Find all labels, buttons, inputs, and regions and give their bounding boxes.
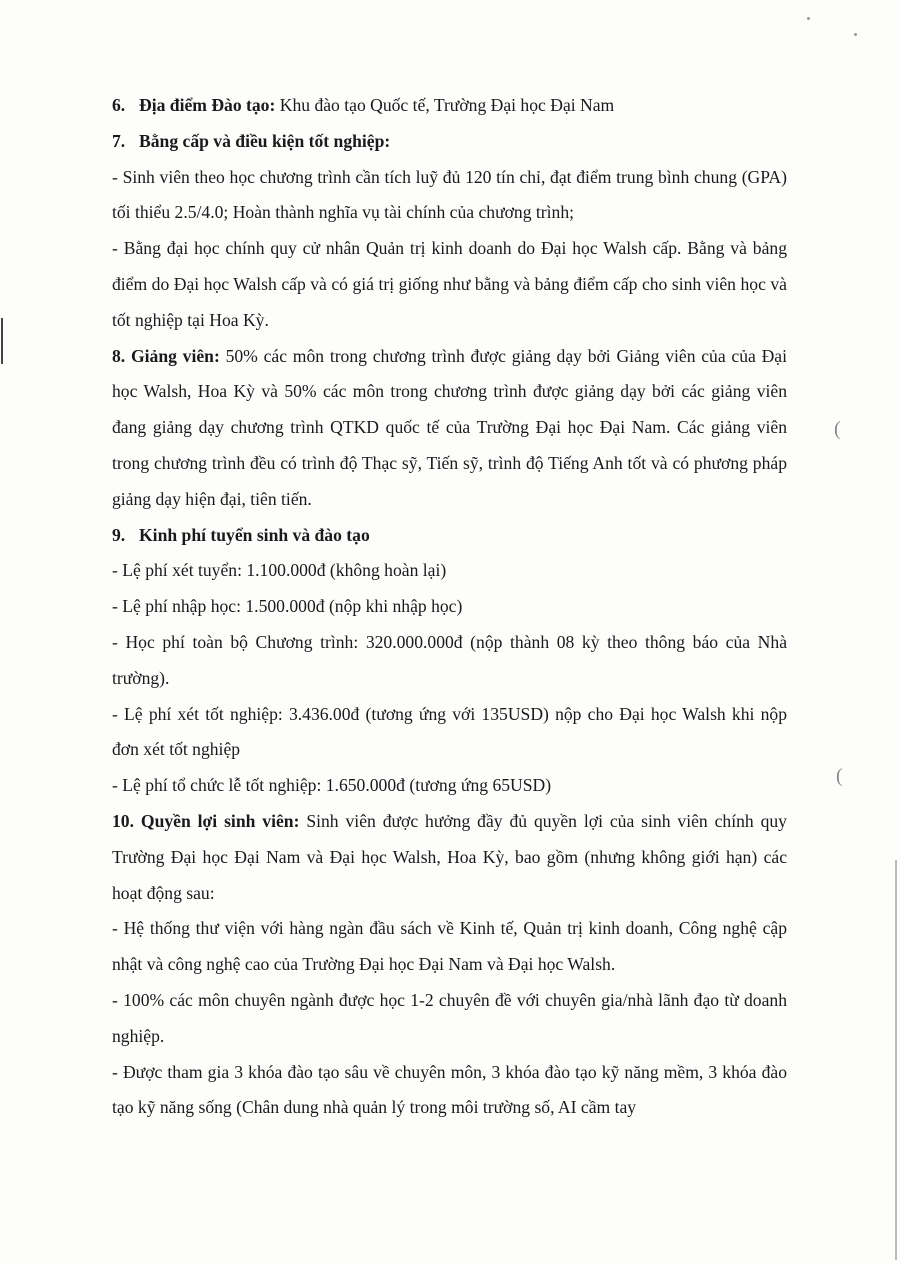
section-text: 50% các môn trong chương trình được giảng dạy bởi Giảng viên của của Đại học Walsh, Hoa Kỳ và 50% các môn trong chương trình được giảng dạy bởi các giảng viên đang giảng dạy chương trình QTKD quốc tế của Trường Đại học Đại Nam. Các giảng viên trong chương trình đều có trình độ Thạc sỹ, Tiến sỹ, trình độ Tiếng Anh tốt và có phương pháp giảng dạy hiện đại, tiên tiến. — [112, 345, 787, 509]
list-item: - Học phí toàn bộ Chương trình: 320.000.000đ (nộp thành 08 kỳ theo thông báo của Nhà trường). — [112, 631, 787, 688]
section-8 — [112, 339, 787, 518]
section-number: 8. — [112, 345, 126, 366]
section-number: 6. — [112, 95, 126, 115]
section-title: Bằng cấp và điều kiện tốt nghiệp: — [139, 130, 391, 151]
section-text: Sinh viên được hưởng đầy đủ quyền lợi của sinh viên chính quy Trường Đại học Đại Nam và Đại học Walsh, Hoa Kỳ, bao gồm (nhưng không giới hạn) các hoạt động sau: — [112, 810, 787, 903]
document-body — [112, 88, 787, 1126]
section-10 — [112, 804, 787, 911]
scan-artifact-mark: ( — [836, 765, 843, 787]
list-item: - Được tham gia 3 khóa đào tạo sâu về chuyên môn, 3 khóa đào tạo kỹ năng mềm, 3 khóa đào tạo kỹ năng sống (Chân dung nhà quản lý trong môi trường số, AI cầm tay — [112, 1061, 787, 1118]
list-item: - Lệ phí nhập học: 1.500.000đ (nộp khi nhập học) — [112, 596, 463, 617]
section-number: 7. — [112, 130, 126, 151]
list-item: - Sinh viên theo học chương trình cần tích luỹ đủ 120 tín chỉ, đạt điểm trung bình chung (GPA) tối thiểu 2.5/4.0; Hoàn thành nghĩa vụ tài chính của chương trình; — [112, 166, 787, 223]
scan-artifact-mark: ( — [834, 418, 841, 440]
scan-edge-shadow — [895, 860, 897, 1260]
scan-edge-mark — [1, 318, 3, 364]
section-number: 9. — [112, 524, 126, 545]
section-6 — [112, 88, 787, 124]
section-title: Giảng viên: — [130, 345, 220, 366]
section-title: Quyền lợi sinh viên: — [140, 810, 300, 831]
scan-speck — [807, 17, 810, 20]
scan-speck — [854, 33, 857, 36]
list-item: - 100% các môn chuyên ngành được học 1-2 chuyên đề với chuyên gia/nhà lãnh đạo từ doanh nghiệp. — [112, 989, 787, 1046]
section-text: Khu đào tạo Quốc tế, Trường Đại học Đại Nam — [275, 95, 615, 115]
section-9-heading — [112, 518, 787, 554]
list-item: - Lệ phí tổ chức lễ tốt nghiệp: 1.650.000đ (tương ứng 65USD) — [112, 775, 552, 796]
list-item: - Bằng đại học chính quy cử nhân Quản trị kinh doanh do Đại học Walsh cấp. Bằng và bảng điểm do Đại học Walsh cấp và có giá trị giống như bằng và bảng điểm cấp cho sinh viên học và tốt nghiệp tại Hoa Kỳ. — [112, 238, 787, 330]
section-7-heading — [112, 124, 787, 160]
section-title: Địa điểm Đào tạo: — [139, 95, 276, 115]
list-item: - Lệ phí xét tuyển: 1.100.000đ (không hoàn lại) — [112, 560, 447, 581]
list-item: - Lệ phí xét tốt nghiệp: 3.436.00đ (tương ứng với 135USD) nộp cho Đại học Walsh khi nộp đơn xét tốt nghiệp — [112, 703, 787, 760]
list-item: - Hệ thống thư viện với hàng ngàn đầu sách về Kinh tế, Quản trị kinh doanh, Công nghệ cập nhật và công nghệ cao của Trường Đại học Đại Nam và Đại học Walsh. — [112, 918, 787, 975]
section-number: 10. — [112, 810, 134, 831]
section-title: Kinh phí tuyển sinh và đào tạo — [139, 524, 370, 545]
